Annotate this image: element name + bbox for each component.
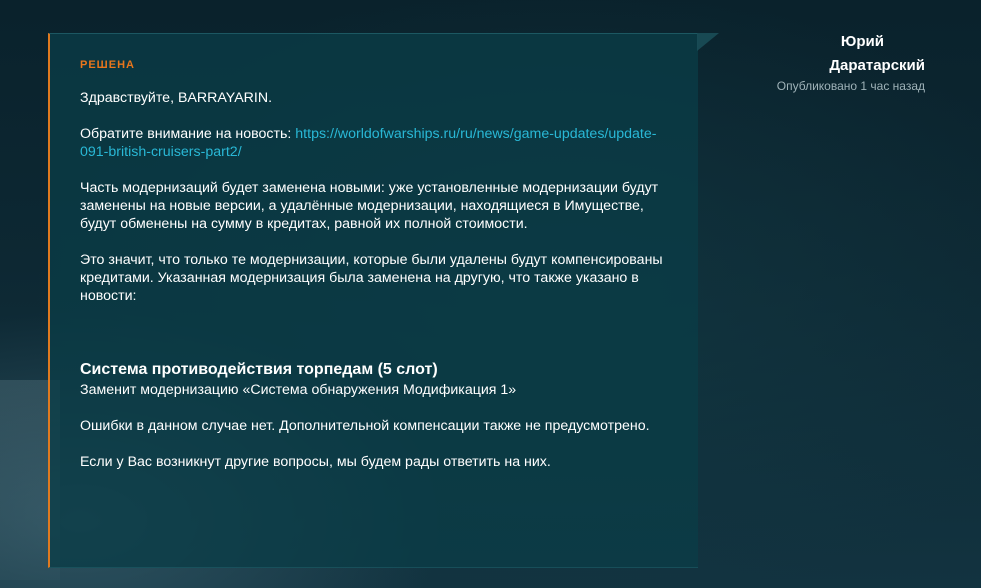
author-last-name: Даратарский [829,57,925,74]
paragraph-compensation-info: Это значит, что только те модернизации, которые были удалены будут компенсированы кредитами. Указанная модернизация была заменена на другую, что также указано в новости: [80,252,663,304]
greeting-text: Здравствуйте, BARRAYARIN. [80,90,273,106]
author-block [700,30,925,93]
news-link[interactable]: https://worldofwarships.ru/ru/news/game-updates/update-091-british-cruisers-part2/ [80,126,657,160]
answer-card [48,33,698,568]
spacer [80,323,670,361]
paragraph-replacement-info: Часть модернизаций будет заменена новыми: уже установленные модернизации будут заменены на новые версии, а удалённые модернизации, находящиеся в Имуществе, будут обменены на сумму в кредитах, равной их полной стоимости. [80,180,659,232]
published-time: Опубликовано 1 час назад [776,79,925,93]
notice-paragraph [80,125,670,161]
author-first-name: Юрий [840,33,884,50]
notice-prefix: Обратите внимание на новость: [80,126,296,142]
author-name[interactable] [700,30,925,78]
paragraph-no-error: Ошибки в данном случае нет. Дополнительной компенсации также не предусмотрено. [80,418,650,434]
status-badge: РЕШЕНА [80,59,135,71]
paragraph-closing: Если у Вас возникнут другие вопросы, мы будем рады ответить на них. [80,454,551,470]
upgrade-replaces-text: Заменит модернизацию «Система обнаружения Модификация 1» [80,382,517,398]
answer-body [80,89,670,489]
upgrade-title: Система противодействия торпедам (5 слот) [80,361,438,378]
